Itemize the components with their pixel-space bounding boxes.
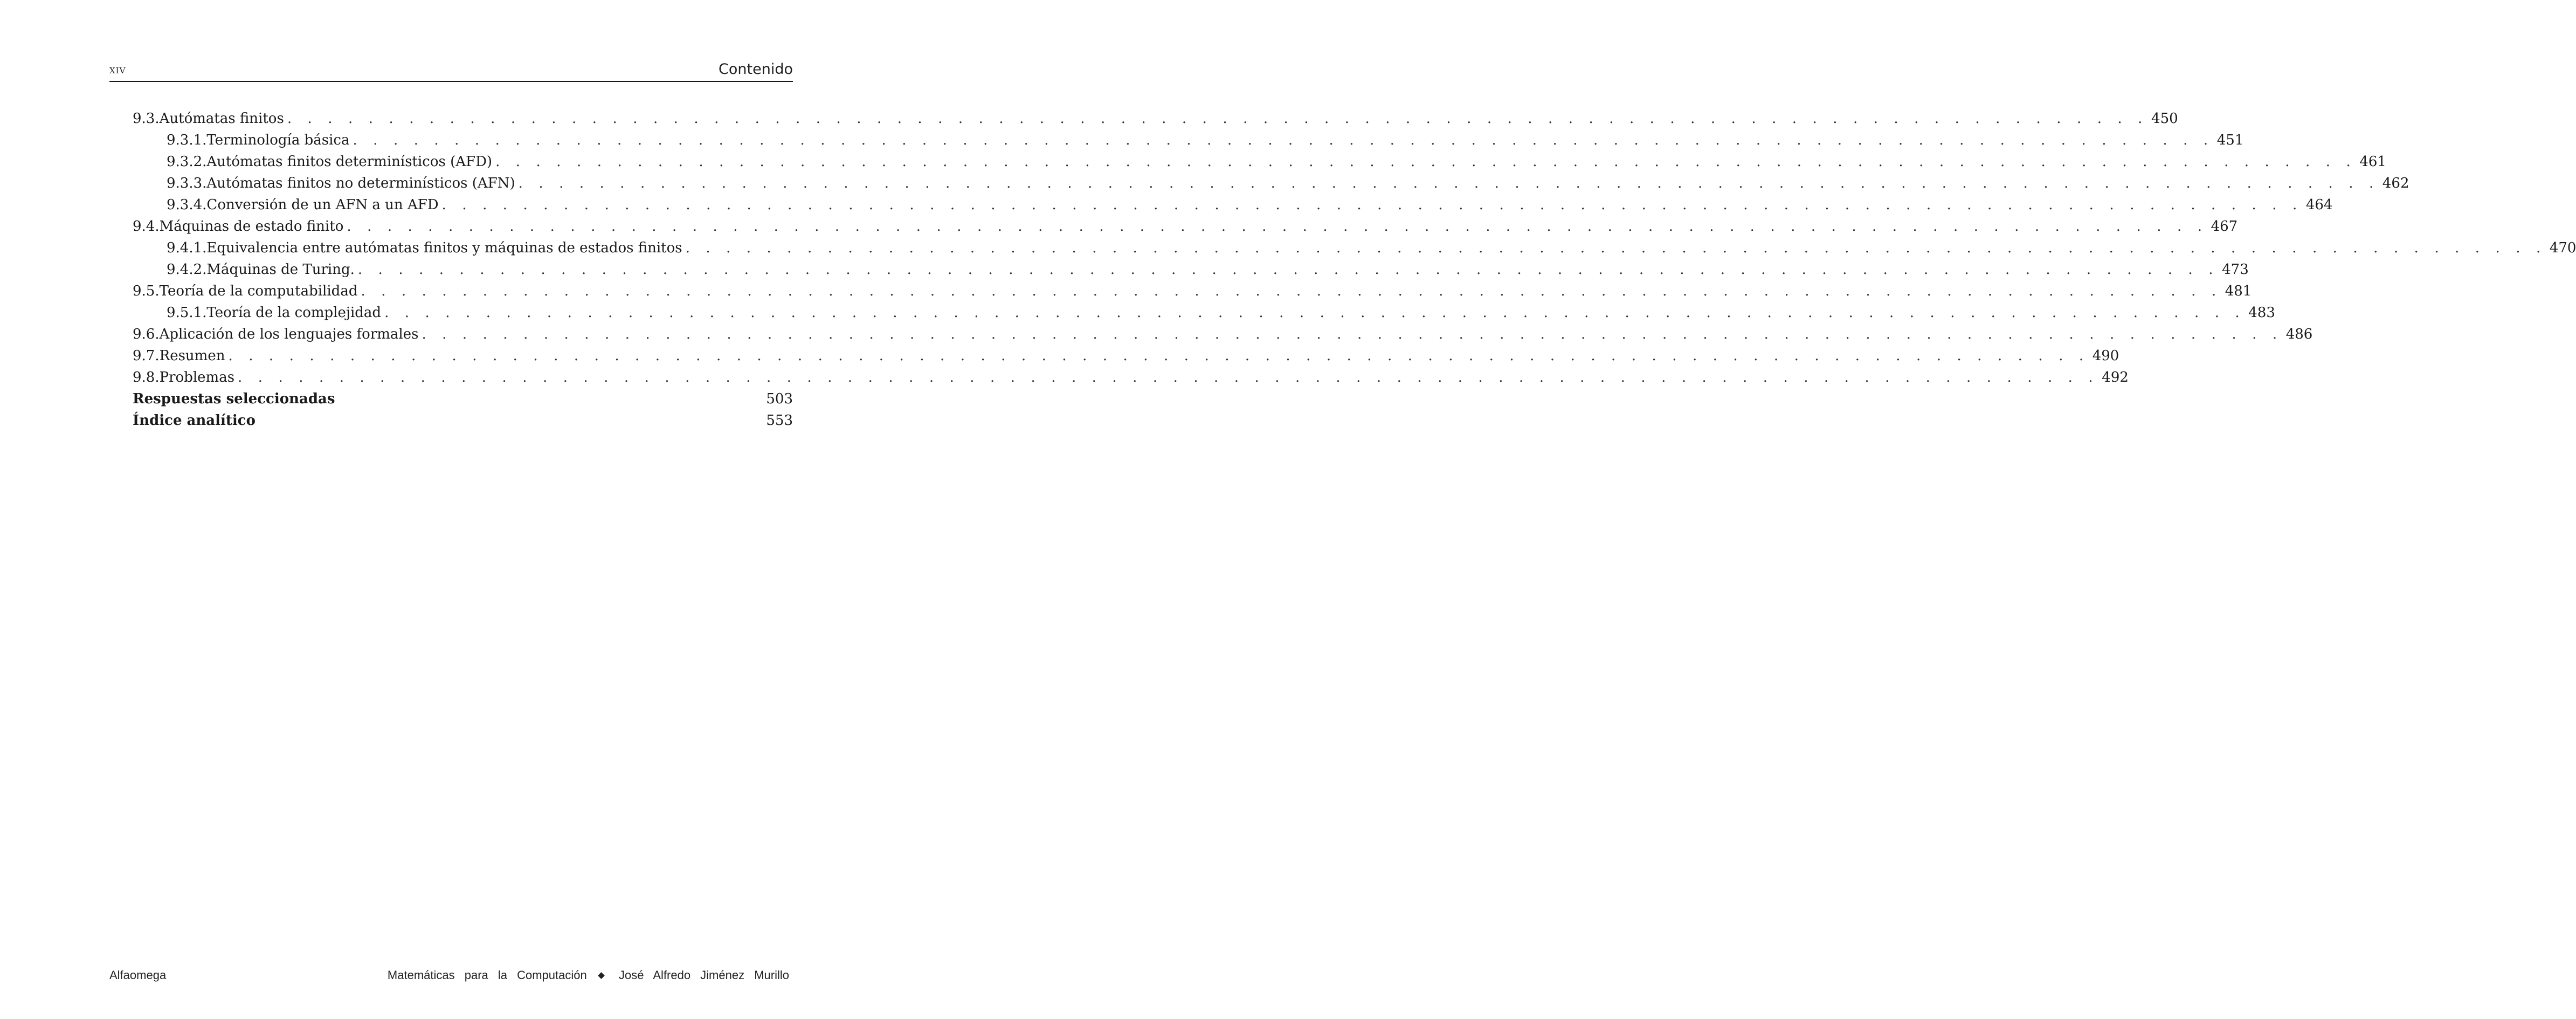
diamond-icon [598, 972, 605, 979]
footer-book-title: Matemáticas para la Computación [387, 968, 587, 982]
toc-entry-title: Problemas [159, 369, 235, 385]
footer-publisher: Alfaomega [109, 968, 167, 982]
dot-leader: . . . . . . . . . . . . . . . . . . . . . . . . . . . . . . . . . . . . . . . . . . . . . . . . . . . . . . . . . . . . . . . . . . . . . . . . . . . . . . . . . . . . . . . . . . . . [384, 305, 2246, 321]
toc-entry-number: 9.7. [133, 348, 160, 364]
toc-entry-title: Teoría de la complejidad [206, 305, 382, 321]
toc-entry-page: 503 [766, 391, 793, 407]
dot-leader: . . . . . . . . . . . . . . . . . . . . . . . . . . . . . . . . . . . . . . . . . . . . . . . . . . . . . . . . . . . . . . . . . . . . . . . . . . . . . . . . . . . . . . . . . . . . [228, 348, 2089, 364]
toc-entry-title: Teoría de la computabilidad [159, 283, 358, 299]
dot-leader: . . . . . . . . . . . . . . . . . . . . . . . . . . . . . . . . . . . . . . . . . . . . . . . . . . . . . . . . . . . . . . . . . . . . . . . . . . . . . . . . . . . . . . . . . . . . [495, 154, 2357, 170]
toc-entry-number: 9.6. [133, 326, 160, 342]
footer-author: José Alfredo Jiménez Murillo [618, 968, 789, 982]
toc-entry-number: 9.3.2. [167, 154, 207, 170]
header-section-title: Contenido [719, 61, 793, 78]
toc-entry[interactable] [167, 129, 2244, 151]
toc-entry-title: Autómatas finitos determinísticos (AFD) [206, 154, 493, 170]
toc-back-matter-entry[interactable] [133, 388, 793, 410]
toc-entry[interactable] [133, 216, 2238, 237]
toc-entry[interactable] [133, 367, 2129, 388]
toc-entry-number: 9.4. [133, 218, 160, 235]
toc-entry-number: 9.3. [133, 111, 160, 127]
toc-entry-page: 483 [2248, 305, 2275, 321]
dot-leader: . . . . . . . . . . . . . . . . . . . . . . . . . . . . . . . . . . . . . . . . . . . . . . . . . . . . . . . . . . . . . . . . . . . . . . . . . . . . . . . . . . . . . . . . . . . . [238, 369, 2099, 385]
toc-entry[interactable] [167, 237, 2576, 259]
toc-entry[interactable] [167, 173, 2409, 194]
toc-entry-title: Autómatas finitos no determinísticos (AFN) [206, 175, 515, 191]
toc-entry-number: 9.3.3. [167, 175, 207, 191]
toc-entry-page: 470 [2549, 240, 2576, 256]
dot-leader: . . . . . . . . . . . . . . . . . . . . . . . . . . . . . . . . . . . . . . . . . . . . . . . . . . . . . . . . . . . . . . . . . . . . . . . . . . . . . . . . . . . . . . . . . . . . [357, 261, 2219, 278]
toc-entry-title: Autómatas finitos [159, 111, 284, 127]
toc-entry-page: 553 [766, 412, 793, 429]
dot-leader: . . . . . . . . . . . . . . . . . . . . . . . . . . . . . . . . . . . . . . . . . . . . . . . . . . . . . . . . . . . . . . . . . . . . . . . . . . . . . . . . . . . . . . . . . . . . [353, 132, 2214, 148]
toc-entry-page: 490 [2092, 348, 2119, 364]
toc-entry[interactable] [133, 108, 2178, 129]
toc-entry-title: Equivalencia entre autómatas finitos y máquinas de estados finitos [206, 240, 682, 256]
toc-entry-number: 9.3.4. [167, 197, 207, 213]
dot-leader: . . . . . . . . . . . . . . . . . . . . . . . . . . . . . . . . . . . . . . . . . . . . . . . . . . . . . . . . . . . . . . . . . . . . . . . . . . . . . . . . . . . . . . . . . . . . [347, 218, 2208, 235]
toc-entry-number: 9.5.1. [167, 305, 207, 321]
toc-entry-title: Respuestas seleccionadas [133, 391, 335, 407]
toc-entry-title: Terminología básica [206, 132, 350, 148]
dot-leader: . . . . . . . . . . . . . . . . . . . . . . . . . . . . . . . . . . . . . . . . . . . . . . . . . . . . . . . . . . . . . . . . . . . . . . . . . . . . . . . . . . . . . . . . . . . . [518, 175, 2379, 191]
toc-entry[interactable] [133, 345, 2119, 367]
toc-entry-number: 9.4.2. [167, 261, 207, 278]
dot-leader: . . . . . . . . . . . . . . . . . . . . . . . . . . . . . . . . . . . . . . . . . . . . . . . . . . . . . . . . . . . . . . . . . . . . . . . . . . . . . . . . . . . . . . . . . . . . [287, 111, 2149, 127]
toc-entry[interactable] [167, 259, 2249, 280]
toc-entry-page: 473 [2222, 261, 2249, 278]
toc-entry[interactable] [167, 302, 2275, 323]
toc-entry-title: Índice analítico [133, 412, 255, 429]
toc-entry-page: 486 [2285, 326, 2313, 342]
dot-leader: . . . . . . . . . . . . . . . . . . . . . . . . . . . . . . . . . . . . . . . . . . . . . . . . . . . . . . . . . . . . . . . . . . . . . . . . . . . . . . . . . . . . . . . . . . . . [361, 283, 2222, 299]
toc-entry-page: 464 [2305, 197, 2333, 213]
dot-leader: . . . . . . . . . . . . . . . . . . . . . . . . . . . . . . . . . . . . . . . . . . . . . . . . . . . . . . . . . . . . . . . . . . . . . . . . . . . . . . . . . . . . . . . . . . . . [685, 240, 2546, 256]
toc-entry[interactable] [167, 194, 2333, 216]
toc-entry-page: 481 [2225, 283, 2252, 299]
toc-entry[interactable] [167, 151, 2386, 173]
toc-entry-number: 9.4.1. [167, 240, 207, 256]
footer-book-info [388, 968, 789, 982]
toc-back-matter-entry[interactable] [133, 410, 793, 431]
toc-entry-title: Máquinas de Turing. [206, 261, 355, 278]
dot-leader: . . . . . . . . . . . . . . . . . . . . . . . . . . . . . . . . . . . . . . . . . . . . . . . . . . . . . . . . . . . . . . . . . . . . . . . . . . . . . . . . . . . . . . . . . . . . [422, 326, 2283, 342]
toc-entry-page: 462 [2382, 175, 2409, 191]
toc-entry-title: Conversión de un AFN a un AFD [206, 197, 439, 213]
toc-entry[interactable] [133, 323, 2313, 345]
toc-entry-number: 9.5. [133, 283, 160, 299]
page-header [109, 58, 793, 82]
toc-entry-page: 461 [2359, 154, 2386, 170]
toc-entry-number: 9.3.1. [167, 132, 207, 148]
toc-entry-title: Aplicación de los lenguajes formales [159, 326, 419, 342]
toc-entry-page: 492 [2102, 369, 2129, 385]
header-page-number: xiv [109, 63, 126, 77]
dot-leader: . . . . . . . . . . . . . . . . . . . . . . . . . . . . . . . . . . . . . . . . . . . . . . . . . . . . . . . . . . . . . . . . . . . . . . . . . . . . . . . . . . . . . . . . . . . . [441, 197, 2303, 213]
toc-entry-page: 451 [2216, 132, 2244, 148]
toc-entry-page: 467 [2211, 218, 2238, 235]
toc-entry-number: 9.8. [133, 369, 160, 385]
toc-entry-page: 450 [2151, 111, 2178, 127]
toc-entry[interactable] [133, 280, 2252, 302]
toc-entry-title: Resumen [159, 348, 225, 364]
toc-entry-title: Máquinas de estado finito [159, 218, 344, 235]
